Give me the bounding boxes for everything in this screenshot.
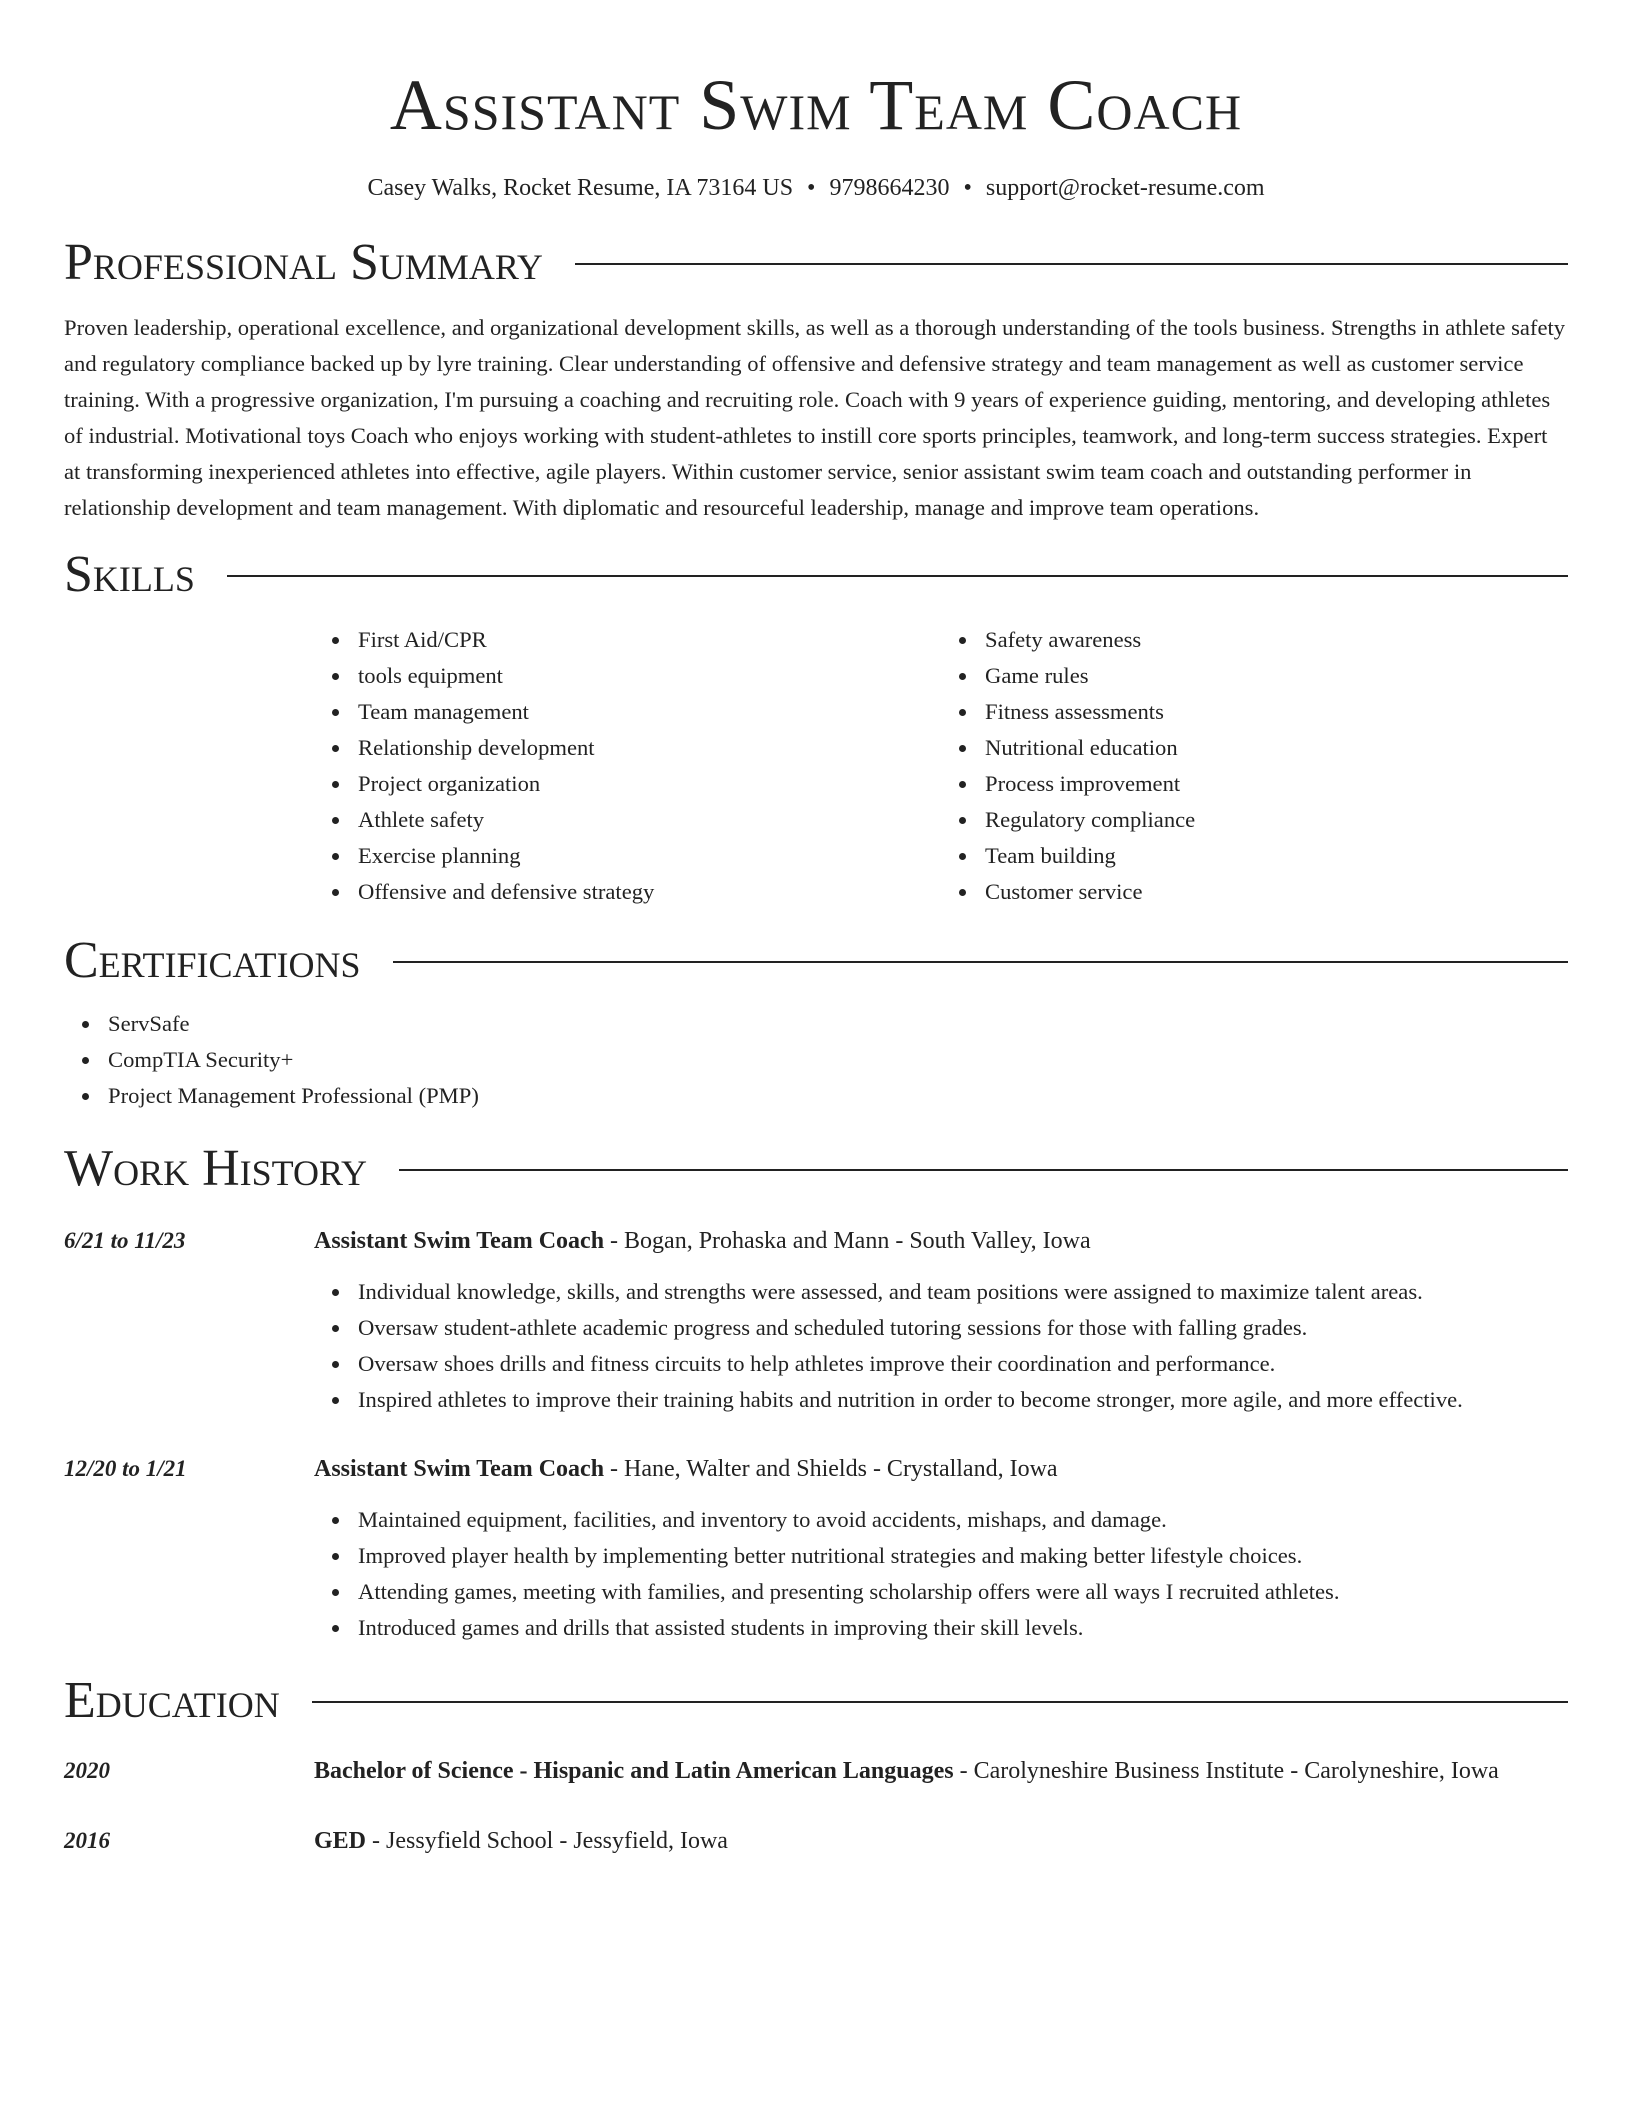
job-entry (64, 1450, 1568, 1646)
contact-phone: 9798664230 (829, 175, 950, 201)
summary-text: Proven leadership, operational excellence, and organizational development skills, as well as a thorough understanding of the tools business. Strengths in athlete safety and regulatory compliance backed up by lyre training. Clear understanding of offensive and defensive strategy and team management as well as customer service training. With a progressive organization, I'm pursuing a coaching and recruiting role. Coach with 9 years of experience guiding, mentoring, and developing athletes of industrial. Motivational toys Coach who enjoys working with student-athletes to instill core sports principles, teamwork, and long-term success strategies. Expert at transforming inexperienced athletes into effective, agile players. Within customer service, senior assistant swim team coach and outstanding performer in relationship development and team management. With diplomatic and resourceful leadership, manage and improve team operations. (64, 315, 1566, 520)
summary-heading: Professional Summary (64, 234, 543, 291)
certifications-heading: Certifications (64, 932, 361, 989)
job-heading: Assistant Swim Team Coach - Hane, Walter and Shields - Crystalland, Iowa (314, 1456, 1058, 1482)
skills-header (64, 544, 1568, 606)
job-body (314, 1222, 1568, 1418)
education-heading: Education (64, 1672, 280, 1729)
skill-item: Fitness assessments (985, 694, 1568, 730)
education-section (64, 1670, 1568, 1860)
job-dates: 12/20 to 1/21 (64, 1456, 187, 1481)
education-heading-line: Bachelor of Science - Hispanic and Latin American Languages - Carolyneshire Business Institute - Carolyneshire, Iowa (314, 1758, 1499, 1784)
skill-item: Safety awareness (985, 622, 1568, 658)
certifications-list (64, 1006, 1568, 1114)
work-history-header (64, 1138, 1568, 1200)
education-entry (64, 1822, 1568, 1860)
job-duty: Attending games, meeting with families, and presenting scholarship offers were all ways I recruited athletes. (358, 1574, 1568, 1610)
certifications-header (64, 930, 1568, 992)
contact-line (64, 172, 1568, 204)
skill-item: Team management (358, 694, 941, 730)
skill-item: Offensive and defensive strategy (358, 874, 941, 910)
contact-separator: • (807, 175, 816, 201)
skills-heading: Skills (64, 546, 195, 603)
section-divider (393, 961, 1568, 963)
skill-item: First Aid/CPR (358, 622, 941, 658)
skill-item: Exercise planning (358, 838, 941, 874)
education-body (314, 1822, 1568, 1860)
skill-item: Nutritional education (985, 730, 1568, 766)
job-duties-list (314, 1274, 1568, 1418)
job-company: Bogan, Prohaska and Mann - South Valley, Iowa (624, 1228, 1091, 1254)
skill-item: Regulatory compliance (985, 802, 1568, 838)
section-divider (227, 575, 1568, 577)
education-heading-line: GED - Jessyfield School - Jessyfield, Iowa (314, 1828, 728, 1854)
education-entry (64, 1752, 1568, 1790)
work-history-heading: Work History (64, 1140, 368, 1197)
skill-item: Game rules (985, 658, 1568, 694)
skills-section (64, 544, 1568, 910)
job-duty: Improved player health by implementing better nutritional strategies and making better lifestyle choices. (358, 1538, 1568, 1574)
skill-item: Athlete safety (358, 802, 941, 838)
section-divider (312, 1701, 1568, 1703)
skill-item: Team building (985, 838, 1568, 874)
work-history-section (64, 1138, 1568, 1646)
job-entry (64, 1222, 1568, 1418)
skills-grid (314, 622, 1568, 910)
job-duty: Introduced games and drills that assisted students in improving their skill levels. (358, 1610, 1568, 1646)
certification-item: Project Management Professional (PMP) (108, 1078, 1568, 1114)
education-year: 2016 (64, 1828, 110, 1853)
summary-section (64, 232, 1568, 526)
education-degree: Bachelor of Science - Hispanic and Latin American Languages (314, 1758, 954, 1784)
skill-item: tools equipment (358, 658, 941, 694)
job-dates: 6/21 to 11/23 (64, 1228, 186, 1253)
education-degree: GED (314, 1828, 367, 1854)
job-title: Assistant Swim Team Coach (314, 1456, 605, 1482)
certification-item: ServSafe (108, 1006, 1568, 1042)
education-year: 2020 (64, 1758, 110, 1783)
job-duty: Maintained equipment, facilities, and inventory to avoid accidents, mishaps, and damage. (358, 1502, 1568, 1538)
skills-left-list (314, 622, 941, 910)
education-body (314, 1752, 1568, 1790)
job-duty: Oversaw student-athlete academic progress and scheduled tutoring sessions for those with falling grades. (358, 1310, 1568, 1346)
certifications-section (64, 930, 1568, 1114)
job-duties-list (314, 1502, 1568, 1646)
job-heading: Assistant Swim Team Coach - Bogan, Prohaska and Mann - South Valley, Iowa (314, 1228, 1091, 1254)
resume-title: Assistant Swim Team Coach (389, 65, 1243, 145)
contact-email: support@rocket-resume.com (985, 175, 1265, 201)
job-duty: Oversaw shoes drills and fitness circuits to help athletes improve their coordination and performance. (358, 1346, 1568, 1382)
skill-item: Project organization (358, 766, 941, 802)
contact-address: Casey Walks, Rocket Resume, IA 73164 US (367, 175, 794, 201)
contact-separator: • (963, 175, 972, 201)
job-duty: Inspired athletes to improve their training habits and nutrition in order to become stronger, more agile, and more effective. (358, 1382, 1568, 1418)
job-company: Hane, Walter and Shields - Crystalland, Iowa (624, 1456, 1058, 1482)
skill-item: Customer service (985, 874, 1568, 910)
job-body (314, 1450, 1568, 1646)
summary-header (64, 232, 1568, 294)
education-header (64, 1670, 1568, 1732)
education-school: Carolyneshire Business Institute - Carolyneshire, Iowa (973, 1758, 1499, 1784)
section-divider (575, 263, 1568, 265)
section-divider (399, 1169, 1568, 1171)
education-school: Jessyfield School - Jessyfield, Iowa (386, 1828, 728, 1854)
job-title: Assistant Swim Team Coach (314, 1228, 605, 1254)
skill-item: Process improvement (985, 766, 1568, 802)
job-duty: Individual knowledge, skills, and strengths were assessed, and team positions were assigned to maximize talent areas. (358, 1274, 1568, 1310)
skill-item: Relationship development (358, 730, 941, 766)
skills-right-list (941, 622, 1568, 910)
certification-item: CompTIA Security+ (108, 1042, 1568, 1078)
